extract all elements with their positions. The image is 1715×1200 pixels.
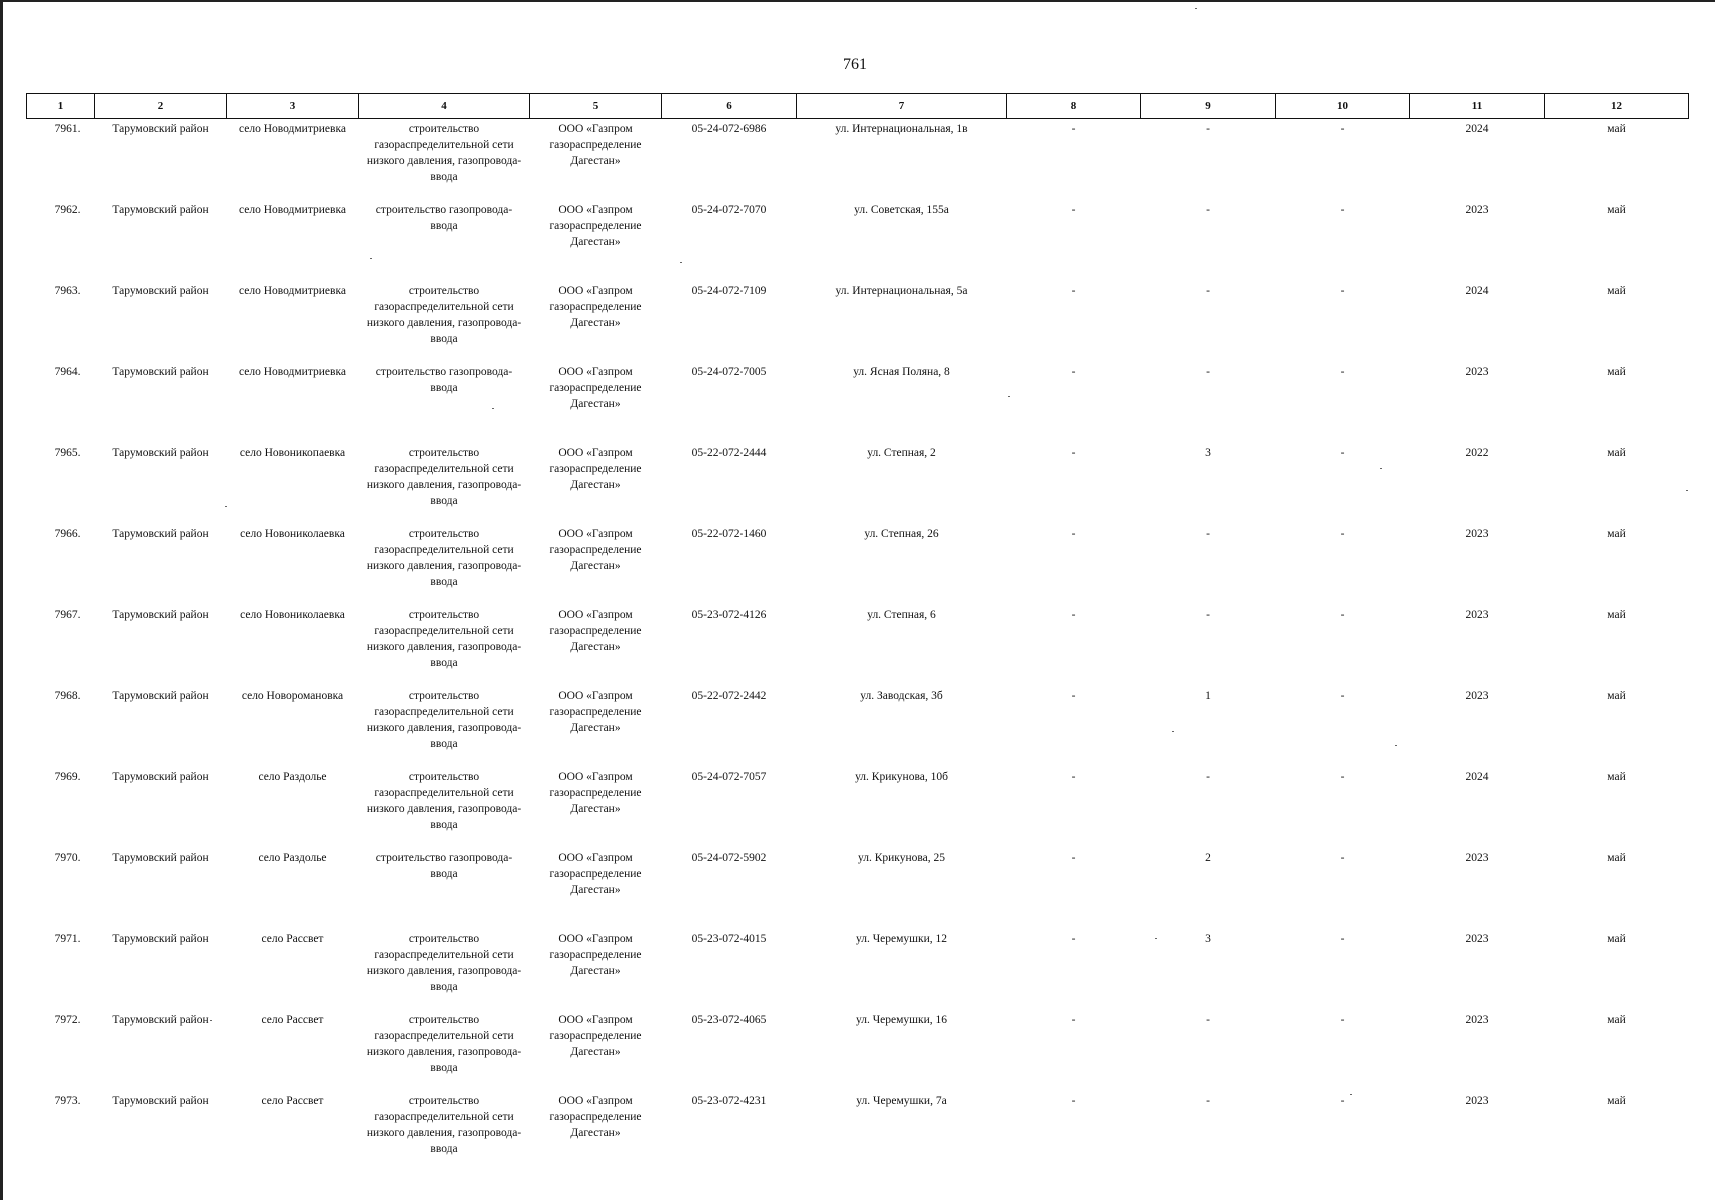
- col-9-value-cell: 2: [1205, 852, 1211, 864]
- organization-cell: ООО «Газпром газораспределение Дагестан»: [549, 852, 642, 896]
- table-row: [27, 767, 1689, 848]
- scan-speck: [1395, 745, 1397, 746]
- table-row: [27, 1010, 1689, 1091]
- district-cell: Тарумовский район: [112, 609, 209, 621]
- year-cell: 2023: [1465, 366, 1489, 378]
- request-code-cell: 05-24-072-7070: [691, 204, 767, 216]
- organization-cell: ООО «Газпром газораспределение Дагестан»: [549, 1095, 642, 1139]
- month-cell: май: [1607, 1095, 1626, 1107]
- col-10-value-cell: -: [1340, 933, 1345, 945]
- scan-speck: [1350, 1094, 1352, 1095]
- entry-number-cell: 7965.: [54, 447, 81, 459]
- col-10-value-cell: -: [1340, 366, 1345, 378]
- work-type-cell: строительство газораспределительной сети низкого давления, газопровода-ввода: [366, 1095, 522, 1155]
- request-code-cell: 05-22-072-2444: [691, 447, 767, 459]
- year-cell: 2024: [1465, 285, 1489, 297]
- settlement-cell: село Рассвет: [261, 933, 324, 945]
- month-cell: май: [1607, 771, 1626, 783]
- request-code-cell: 05-24-072-7109: [691, 285, 767, 297]
- table-row: [27, 605, 1689, 686]
- month-cell: май: [1607, 285, 1626, 297]
- settlement-cell: село Рассвет: [261, 1014, 324, 1026]
- settlement-cell: село Новониколаевка: [240, 528, 345, 540]
- col-8-value-cell: -: [1071, 447, 1076, 459]
- year-cell: 2023: [1465, 204, 1489, 216]
- table-row: [27, 686, 1689, 767]
- request-code-cell: 05-24-072-7057: [691, 771, 767, 783]
- month-cell: май: [1607, 447, 1626, 459]
- year-cell: 2023: [1465, 852, 1489, 864]
- organization-cell: ООО «Газпром газораспределение Дагестан»: [549, 123, 642, 167]
- month-cell: май: [1607, 933, 1626, 945]
- col-10-value-cell: -: [1340, 447, 1345, 459]
- scan-speck: [1155, 938, 1157, 939]
- col-8-value-cell: -: [1071, 771, 1076, 783]
- work-type-cell: строительство газопровода-ввода: [375, 366, 513, 394]
- month-cell: май: [1607, 123, 1626, 135]
- address-cell: ул. Ясная Поляна, 8: [853, 366, 950, 378]
- year-cell: 2023: [1465, 933, 1489, 945]
- request-code-cell: 05-23-072-4015: [691, 933, 767, 945]
- table-row: [27, 443, 1689, 524]
- request-code-cell: 05-23-072-4065: [691, 1014, 767, 1026]
- district-cell: Тарумовский район: [112, 447, 209, 459]
- settlement-cell: село Раздолье: [258, 852, 327, 864]
- entry-number-cell: 7963.: [54, 285, 81, 297]
- table-row: [27, 119, 1689, 201]
- col-8-value-cell: -: [1071, 852, 1076, 864]
- entry-number-cell: 7970.: [54, 852, 81, 864]
- entry-number-cell: 7967.: [54, 609, 81, 621]
- col-9-value-cell: -: [1206, 204, 1210, 216]
- address-cell: ул. Интернациональная, 1в: [835, 123, 968, 135]
- scan-edge-left: [0, 0, 3, 1200]
- organization-cell: ООО «Газпром газораспределение Дагестан»: [549, 204, 642, 248]
- col-10-value-cell: -: [1340, 690, 1345, 702]
- settlement-cell: село Новодмитриевка: [239, 285, 346, 297]
- organization-cell: ООО «Газпром газораспределение Дагестан»: [549, 1014, 642, 1058]
- column-header-11: 11: [1410, 94, 1545, 119]
- district-cell: Тарумовский район: [112, 366, 209, 378]
- col-10-value-cell: -: [1340, 123, 1345, 135]
- year-cell: 2023: [1465, 690, 1489, 702]
- col-10-value-cell: -: [1340, 204, 1345, 216]
- col-9-value-cell: -: [1206, 1014, 1210, 1026]
- year-cell: 2023: [1465, 528, 1489, 540]
- district-cell: Тарумовский район: [112, 1014, 209, 1026]
- district-cell: Тарумовский район: [112, 933, 209, 945]
- address-cell: ул. Черемушки, 12: [855, 933, 948, 945]
- address-cell: ул. Интернациональная, 5а: [835, 285, 968, 297]
- organization-cell: ООО «Газпром газораспределение Дагестан»: [549, 609, 642, 653]
- col-9-value-cell: -: [1206, 123, 1210, 135]
- entry-number-cell: 7966.: [54, 528, 81, 540]
- col-8-value-cell: -: [1071, 609, 1076, 621]
- col-8-value-cell: -: [1071, 204, 1076, 216]
- col-8-value-cell: -: [1071, 528, 1076, 540]
- scan-speck: [210, 1020, 212, 1021]
- work-type-cell: строительство газораспределительной сети низкого давления, газопровода-ввода: [366, 447, 522, 507]
- address-cell: ул. Черемушки, 7а: [856, 1095, 947, 1107]
- address-cell: ул. Крикунова, 10б: [855, 771, 948, 783]
- table-row: [27, 362, 1689, 443]
- table-header: [27, 94, 1689, 119]
- entry-number-cell: 7973.: [54, 1095, 81, 1107]
- entry-number-cell: 7968.: [54, 690, 81, 702]
- year-cell: 2023: [1465, 609, 1489, 621]
- year-cell: 2024: [1465, 771, 1489, 783]
- scan-speck: [1195, 8, 1197, 9]
- organization-cell: ООО «Газпром газораспределение Дагестан»: [549, 771, 642, 815]
- month-cell: май: [1607, 609, 1626, 621]
- col-8-value-cell: -: [1071, 285, 1076, 297]
- request-code-cell: 05-24-072-7005: [691, 366, 767, 378]
- settlement-cell: село Новодмитриевка: [239, 204, 346, 216]
- work-type-cell: строительство газораспределительной сети низкого давления, газопровода-ввода: [366, 285, 522, 345]
- organization-cell: ООО «Газпром газораспределение Дагестан»: [549, 366, 642, 410]
- request-code-cell: 05-23-072-4126: [691, 609, 767, 621]
- table-row: [27, 1091, 1689, 1172]
- column-header-10: 10: [1276, 94, 1410, 119]
- settlement-cell: село Новониколаевка: [240, 609, 345, 621]
- request-code-cell: 05-22-072-1460: [691, 528, 767, 540]
- year-cell: 2024: [1465, 123, 1489, 135]
- month-cell: май: [1607, 528, 1626, 540]
- column-header-5: 5: [530, 94, 662, 119]
- address-cell: ул. Степная, 2: [867, 447, 936, 459]
- col-8-value-cell: -: [1071, 1095, 1076, 1107]
- month-cell: май: [1607, 690, 1626, 702]
- scan-speck: [370, 258, 372, 259]
- settlement-cell: село Новоникопаевка: [239, 447, 346, 459]
- settlement-cell: село Новодмитриевка: [239, 123, 346, 135]
- column-header-2: 2: [95, 94, 227, 119]
- scan-edge-top: [0, 0, 1715, 2]
- year-cell: 2023: [1465, 1095, 1489, 1107]
- column-header-7: 7: [797, 94, 1007, 119]
- table-row: [27, 281, 1689, 362]
- col-8-value-cell: -: [1071, 690, 1076, 702]
- address-cell: ул. Черемушки, 16: [855, 1014, 948, 1026]
- column-header-1: 1: [27, 94, 95, 119]
- col-8-value-cell: -: [1071, 366, 1076, 378]
- column-header-6: 6: [662, 94, 797, 119]
- work-type-cell: строительство газопровода-ввода: [375, 852, 513, 880]
- organization-cell: ООО «Газпром газораспределение Дагестан»: [549, 690, 642, 734]
- scan-speck: [1686, 490, 1688, 491]
- settlement-cell: село Раздолье: [258, 771, 327, 783]
- column-header-8: 8: [1007, 94, 1141, 119]
- district-cell: Тарумовский район: [112, 1095, 209, 1107]
- work-type-cell: строительство газораспределительной сети низкого давления, газопровода-ввода: [366, 528, 522, 588]
- organization-cell: ООО «Газпром газораспределение Дагестан»: [549, 528, 642, 572]
- col-10-value-cell: -: [1340, 528, 1345, 540]
- district-cell: Тарумовский район: [112, 123, 209, 135]
- col-10-value-cell: -: [1340, 852, 1345, 864]
- col-9-value-cell: -: [1206, 609, 1210, 621]
- col-9-value-cell: -: [1206, 1095, 1210, 1107]
- registry-table: [26, 93, 1689, 1172]
- settlement-cell: село Новоромановка: [241, 690, 344, 702]
- entry-number-cell: 7962.: [54, 204, 81, 216]
- work-type-cell: строительство газопровода-ввода: [375, 204, 513, 232]
- header-row: [27, 94, 1689, 119]
- address-cell: ул. Степная, 26: [864, 528, 939, 540]
- organization-cell: ООО «Газпром газораспределение Дагестан»: [549, 285, 642, 329]
- col-9-value-cell: -: [1206, 528, 1210, 540]
- entry-number-cell: 7972.: [54, 1014, 81, 1026]
- address-cell: ул. Степная, 6: [867, 609, 936, 621]
- settlement-cell: село Новодмитриевка: [239, 366, 346, 378]
- work-type-cell: строительство газораспределительной сети низкого давления, газопровода-ввода: [366, 609, 522, 669]
- scan-speck: [1172, 731, 1174, 732]
- scan-speck: [1380, 468, 1382, 469]
- year-cell: 2023: [1465, 1014, 1489, 1026]
- col-10-value-cell: -: [1340, 285, 1345, 297]
- col-10-value-cell: -: [1340, 1014, 1345, 1026]
- work-type-cell: строительство газораспределительной сети низкого давления, газопровода-ввода: [366, 1014, 522, 1074]
- table-row: [27, 929, 1689, 1010]
- district-cell: Тарумовский район: [112, 528, 209, 540]
- col-8-value-cell: -: [1071, 1014, 1076, 1026]
- col-9-value-cell: 3: [1205, 933, 1211, 945]
- col-10-value-cell: -: [1340, 1095, 1345, 1107]
- table-row: [27, 848, 1689, 929]
- request-code-cell: 05-23-072-4231: [691, 1095, 767, 1107]
- col-9-value-cell: -: [1206, 771, 1210, 783]
- district-cell: Тарумовский район: [112, 690, 209, 702]
- entry-number-cell: 7971.: [54, 933, 81, 945]
- scan-speck: [1008, 396, 1010, 397]
- col-8-value-cell: -: [1071, 123, 1076, 135]
- address-cell: ул. Заводская, 3б: [860, 690, 943, 702]
- col-9-value-cell: -: [1206, 285, 1210, 297]
- work-type-cell: строительство газораспределительной сети низкого давления, газопровода-ввода: [366, 690, 522, 750]
- table-body: [27, 119, 1689, 1173]
- col-9-value-cell: -: [1206, 366, 1210, 378]
- col-10-value-cell: -: [1340, 609, 1345, 621]
- column-header-12: 12: [1545, 94, 1689, 119]
- request-code-cell: 05-24-072-6986: [691, 123, 767, 135]
- organization-cell: ООО «Газпром газораспределение Дагестан»: [549, 933, 642, 977]
- request-code-cell: 05-24-072-5902: [691, 852, 767, 864]
- work-type-cell: строительство газораспределительной сети низкого давления, газопровода-ввода: [366, 933, 522, 993]
- column-header-4: 4: [359, 94, 530, 119]
- table-row: [27, 200, 1689, 281]
- work-type-cell: строительство газораспределительной сети низкого давления, газопровода-ввода: [366, 123, 522, 183]
- address-cell: ул. Крикунова, 25: [857, 852, 946, 864]
- year-cell: 2022: [1465, 447, 1489, 459]
- district-cell: Тарумовский район: [112, 771, 209, 783]
- month-cell: май: [1607, 1014, 1626, 1026]
- request-code-cell: 05-22-072-2442: [691, 690, 767, 702]
- col-9-value-cell: 1: [1205, 690, 1211, 702]
- scan-speck: [680, 262, 682, 263]
- month-cell: май: [1607, 366, 1626, 378]
- entry-number-cell: 7964.: [54, 366, 81, 378]
- table-row: [27, 524, 1689, 605]
- scan-speck: [492, 408, 494, 409]
- month-cell: май: [1607, 852, 1626, 864]
- district-cell: Тарумовский район: [112, 852, 209, 864]
- col-8-value-cell: -: [1071, 933, 1076, 945]
- column-header-9: 9: [1141, 94, 1276, 119]
- work-type-cell: строительство газораспределительной сети низкого давления, газопровода-ввода: [366, 771, 522, 831]
- organization-cell: ООО «Газпром газораспределение Дагестан»: [549, 447, 642, 491]
- district-cell: Тарумовский район: [112, 204, 209, 216]
- scan-speck: [225, 506, 227, 507]
- address-cell: ул. Советская, 155а: [854, 204, 949, 216]
- column-header-3: 3: [227, 94, 359, 119]
- col-9-value-cell: 3: [1205, 447, 1211, 459]
- district-cell: Тарумовский район: [112, 285, 209, 297]
- page-number: 761: [843, 56, 867, 73]
- col-10-value-cell: -: [1340, 771, 1345, 783]
- settlement-cell: село Рассвет: [261, 1095, 324, 1107]
- entry-number-cell: 7961.: [54, 123, 81, 135]
- month-cell: май: [1607, 204, 1626, 216]
- entry-number-cell: 7969.: [54, 771, 81, 783]
